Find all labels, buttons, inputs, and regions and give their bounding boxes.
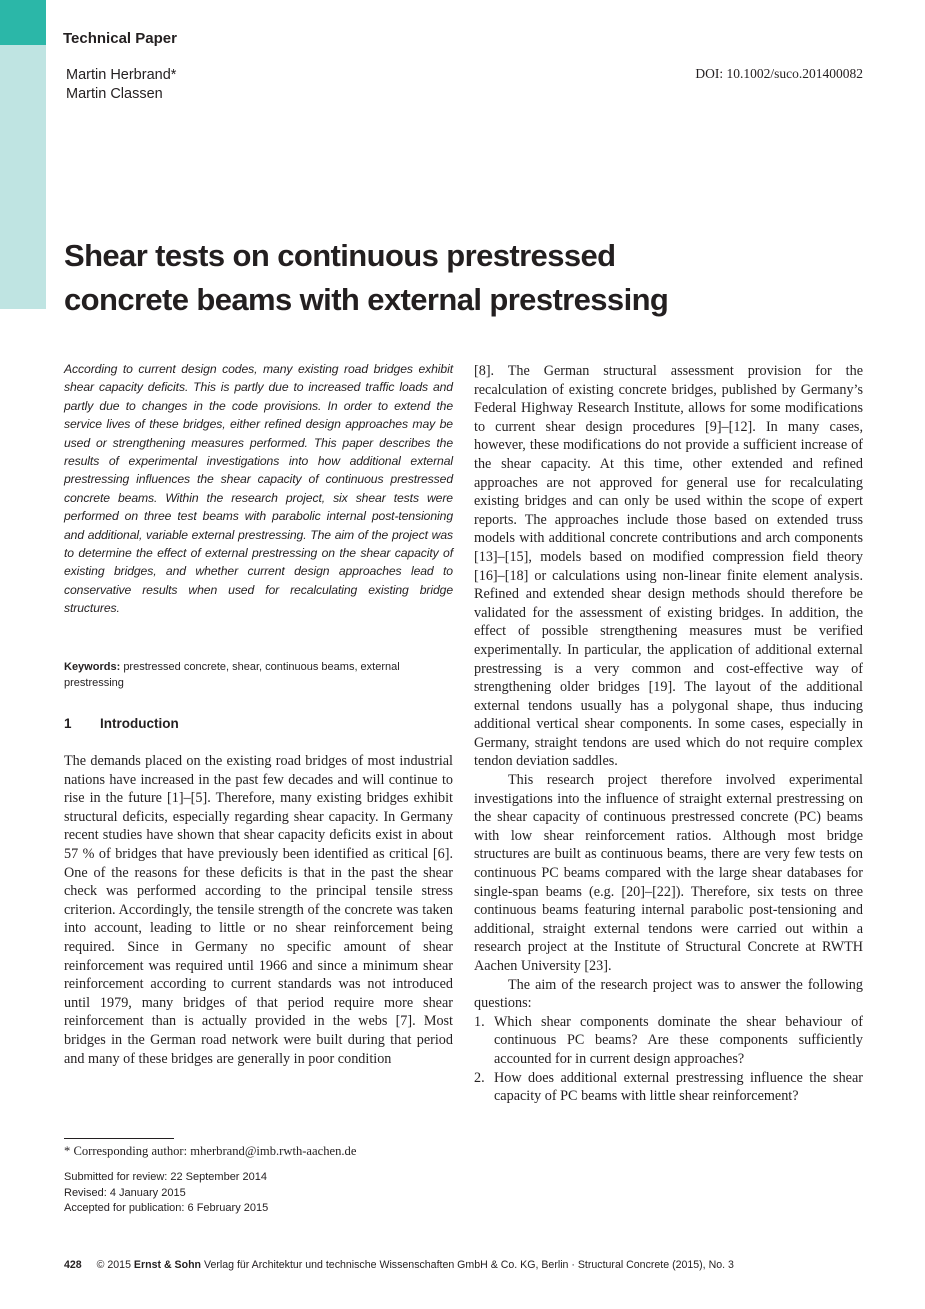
title-line-2: concrete beams with external prestressing [64,282,669,317]
question-text: How does additional external prestressing influence the shear capacity of PC beams with little shear reinforcement? [494,1069,863,1105]
section-number: 1 [64,716,72,731]
accepted-date: Accepted for publication: 6 February 2015 [64,1202,269,1214]
right-column-body [474,362,863,1106]
question-item [474,1069,863,1106]
title-line-1: Shear tests on continuous prestressed [64,238,616,273]
keywords-text: prestressed concrete, shear, continuous beams, external prestressing [64,661,400,689]
submission-dates [64,1170,268,1217]
sidebar-accent-bar [0,45,46,309]
keywords-label: Keywords: [64,661,121,673]
paper-title [64,234,764,322]
right-paragraph-1: [8]. The German structural assessment provision for the recalculation of existing concrete bridges, published by Germany’s Federal Highway Research Institute, allows for some modifications to current shear design procedures [9]–[12]. In many cases, however, these modifications do not provide a sufficient increase of the shear capacity. At this time, other extended and refined approaches are not approved for general use for recalculating existing bridges and can only be used within the scope of expert reports. The approaches include those based on extended truss models with additional concrete contributions and arch components [13]–[15], models based on modified compression field theory [16]–[18] or calculations using non-linear finite element analysis. Refined and extended shear design methods should therefore be validated for the assessment of existing bridges. In addition, the effect of possible strengthening measures must be verified experimentally. In particular, the application of additional external prestressing is a very common and cost-effective way of strengthening older bridges [19]. The layout of the additional external tendons usually has a polygonal shape, thus inducing additional vertical shear components. In some cases, especially in Germany, straight tendons are used which do not require complex tendon deviation saddles. [474,363,863,770]
footnote-rule [64,1138,174,1139]
author-1: Martin Herbrand* [66,67,177,83]
sidebar-accent-block [0,0,46,45]
author-2: Martin Classen [66,86,163,102]
copyright: © 2015 [96,1259,131,1271]
submitted-date: Submitted for review: 22 September 2014 [64,1171,268,1183]
section-heading [64,716,179,731]
revised-date: Revised: 4 January 2015 [64,1186,186,1199]
paper-type-label: Technical Paper [63,30,177,47]
question-number: 1. [474,1013,485,1030]
footer-rest: Verlag für Architektur und technische Wissenschaften GmbH & Co. KG, Berlin · Structural Concrete (2015), No. 3 [201,1259,734,1271]
publisher-name: Ernst & Sohn [133,1259,202,1271]
right-paragraph-3: The aim of the research project was to answer the following questions: [474,976,863,1012]
corresponding-author-footnote: * Corresponding author: mherbrand@imb.rwth-aachen.de [64,1144,357,1158]
right-paragraph-2: This research project therefore involved experimental investigations into the influence of straight external prestressing on the shear capacity of continuous prestressed concrete (PC) beams with low shear reinforcement ratios. Although most bridge structures are built as continuous beams, there are very few tests on continuous PC beams compared with the large shear databases for single-span beams (e.g. [20]–[22]). Therefore, six tests on three continuous beams featuring internal parabolic post-tensioning and additional, straight external tendons were carried out within a research project at the Institute of Structural Concrete at RWTH Aachen University [23]. [474,772,863,974]
intro-paragraph [64,752,453,1068]
abstract: According to current design codes, many existing road bridges exhibit shear capacity deficits. This is partly due to increased traffic loads and partly due to changes in the code provisions. In order to extend the service lives of these bridges, either refined design approaches may be used or strengthening measures performed. This paper describes the results of experimental investigations into how additional external prestressing influences the shear capacity of continuous prestressed concrete beams. Within the research project, six shear tests were performed on three test beams with parabolic internal post-tensioning and additional, variable external prestressing. The aim of the project was to determine the effect of external prestressing on the shear capacity of existing bridges, and whether current design approaches lead to conservative results when used for recalculating existing bridge structures. [64,362,453,616]
page-number: 428 [64,1259,82,1271]
question-list [474,1013,863,1106]
keywords [64,659,453,691]
author-list [66,66,176,104]
intro-paragraph-1: The demands placed on the existing road bridges of most industrial nations have increased in the past few decades and will continue to rise in the future [1]–[5]. Therefore, many existing bridges exhibit structural deficits, especially regarding shear capacity. In Germany recent studies have shown that shear capacity deficits exist in about 57 % of bridges that have previously been identified as critical [6]. One of the reasons for these deficits is that in the past the shear check was performed according to the principal tensile stress criterion. Accordingly, the tensile strength of the concrete was taken into account, leading to little or no shear reinforcement being required. Since in Germany no specific amount of shear reinforcement was required until 1966 and since a minimum shear reinforcement according to current standards was not introduced until 1979, many bridges of that period require more shear reinforcement than is actually provided in the webs [7]. Most bridges in the German road network were built during that period and many of these bridges are generally in poor condition [64,753,453,1067]
doi-label[interactable]: DOI: 10.1002/suco.201400082 [695,66,863,81]
page-footer [64,1259,734,1271]
question-text: Which shear components dominate the shear behaviour of continuous PC beams? Are these components sufficiently accounted for in current design approaches? [494,1013,863,1067]
question-item [474,1013,863,1069]
section-title: Introduction [100,716,179,731]
question-number: 2. [474,1069,485,1086]
